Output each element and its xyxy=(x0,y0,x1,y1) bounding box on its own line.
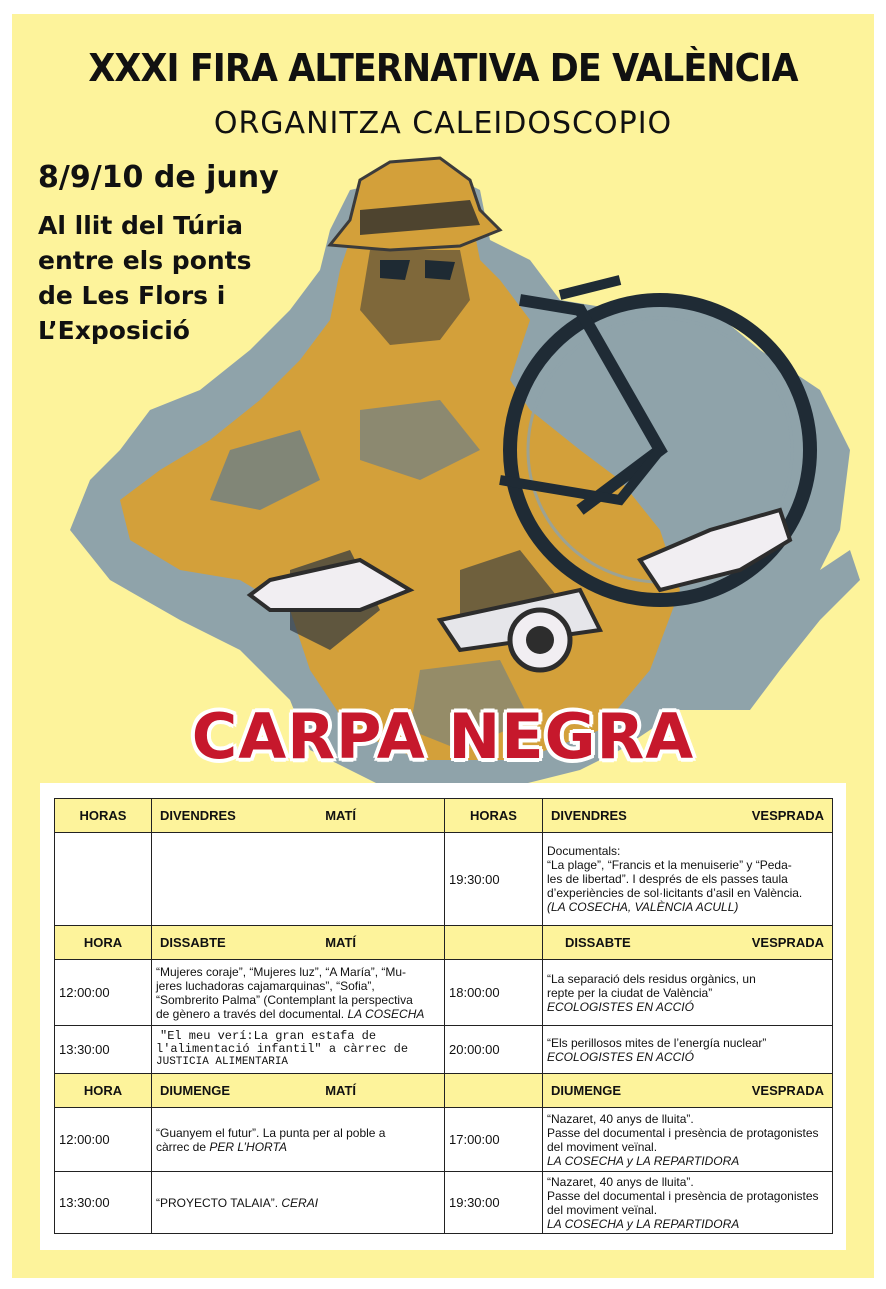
time-cell: 12:00:00 xyxy=(55,960,152,1026)
day-header xyxy=(152,799,445,833)
event-cell xyxy=(543,1172,833,1234)
hours-header: HORA xyxy=(55,1074,152,1108)
schedule-row xyxy=(55,1108,833,1172)
location-line: L’Exposició xyxy=(38,316,190,345)
event-organizer: ECOLOGISTES EN ACCIÓ xyxy=(547,999,694,1014)
location-line: de Les Flors i xyxy=(38,281,226,310)
time-cell xyxy=(55,833,152,926)
event-line: d’experiències de sol·licitants d’asil en València. xyxy=(547,886,803,900)
event-line: “La separació dels residus orgànics, un xyxy=(547,971,756,986)
event-cell xyxy=(543,960,833,1026)
day-label: DIUMENGE xyxy=(160,1083,231,1098)
event-line: “Sombrerito Palma” (Contemplant la perspectiva xyxy=(156,992,413,1007)
venue-banner: CARPA NEGRA xyxy=(191,700,695,773)
event-cell xyxy=(152,1108,445,1172)
location-line: entre els ponts xyxy=(38,246,252,275)
event-line: del moviment veïnal. xyxy=(547,1202,658,1217)
day-label: DISSABTE xyxy=(160,935,226,950)
period-label: MATÍ xyxy=(325,808,356,823)
event-text: càrrec de xyxy=(156,1139,207,1154)
event-line: jeres luchadoras cajamarquinas”, “Sofia”, xyxy=(156,978,375,993)
location-line: Al llit del Túria xyxy=(38,211,243,240)
event-organizer: CERAI xyxy=(281,1195,319,1210)
event-text: de gènero a través del documental. xyxy=(156,1006,345,1021)
saturday-header-row xyxy=(55,926,833,960)
event-cell xyxy=(152,833,445,926)
time-cell: 19:30:00 xyxy=(445,1172,543,1234)
event-line: “La plage”, “Francis et la menuiserie” y “Peda- xyxy=(547,858,792,872)
event-organizer: (LA COSECHA, VALÈNCIA ACULL) xyxy=(547,900,739,914)
period-label: VESPRADA xyxy=(751,1083,824,1098)
sunday-header-row xyxy=(55,1074,833,1108)
event-line: Passe del documental i presència de protagonistes xyxy=(547,1188,819,1203)
event-line xyxy=(156,1140,440,1154)
event-organizer: ECOLOGISTES EN ACCIÓ xyxy=(547,1049,694,1064)
time-cell: 20:00:00 xyxy=(445,1026,543,1074)
event-organizer: LA COSECHA y LA REPARTIDORA xyxy=(547,1216,740,1231)
schedule-panel xyxy=(40,783,846,1250)
organizer-line: ORGANITZA CALEIDOSCOPIO xyxy=(213,106,673,141)
event-line: les de libertad”. I després de els passes taula xyxy=(547,872,788,886)
event-line: repte per la ciudat de València” xyxy=(547,985,713,1000)
day-header xyxy=(543,926,833,960)
event-line: del moviment veïnal. xyxy=(547,1139,658,1154)
schedule-table xyxy=(54,798,833,1234)
event-line: "El meu verí:La gran estafa de xyxy=(160,1029,377,1043)
time-cell: 13:30:00 xyxy=(55,1172,152,1234)
event-cell xyxy=(543,1108,833,1172)
day-header xyxy=(152,926,445,960)
event-cell xyxy=(543,833,833,926)
hours-header: HORA xyxy=(55,926,152,960)
event-line: l'alimentació infantil" a càrrec de xyxy=(156,1042,409,1056)
event-line xyxy=(156,1196,440,1210)
event-line: “Mujeres coraje”, “Mujeres luz”, “A María”, “Mu- xyxy=(156,964,407,979)
event-line: “Els perillosos mites de l’energía nuclear” xyxy=(547,1035,767,1050)
event-organizer: LA COSECHA y LA REPARTIDORA xyxy=(547,1153,740,1168)
hours-header: HORAS xyxy=(445,799,543,833)
event-location xyxy=(38,208,358,348)
event-dates: 8/9/10 de juny xyxy=(38,160,279,195)
schedule-row xyxy=(55,1026,833,1074)
event-cell xyxy=(152,1026,445,1074)
day-header xyxy=(152,1074,445,1108)
schedule-row xyxy=(55,833,833,926)
schedule-row xyxy=(55,960,833,1026)
day-label: DIVENDRES xyxy=(160,808,236,823)
day-header xyxy=(543,1074,833,1108)
event-line xyxy=(156,1007,440,1021)
period-label: MATÍ xyxy=(325,935,356,950)
day-label: DIVENDRES xyxy=(551,808,627,823)
schedule-row xyxy=(55,1172,833,1234)
hours-header: HORAS xyxy=(55,799,152,833)
friday-header-row xyxy=(55,799,833,833)
event-line: JUSTICIA ALIMENTARIA xyxy=(156,1056,289,1068)
event-organizer: LA COSECHA xyxy=(347,1006,425,1021)
event-cell xyxy=(152,960,445,1026)
period-label: VESPRADA xyxy=(751,808,824,823)
event-cell xyxy=(152,1172,445,1234)
event-cell xyxy=(543,1026,833,1074)
hours-header xyxy=(445,1074,543,1108)
time-cell: 19:30:00 xyxy=(445,833,543,926)
event-title: XXXI FIRA ALTERNATIVA DE VALÈNCIA xyxy=(88,46,798,90)
event-line: “Nazaret, 40 anys de lluita”. xyxy=(547,1111,694,1126)
time-cell: 18:00:00 xyxy=(445,960,543,1026)
event-organizer: PER L’HORTA xyxy=(209,1139,287,1154)
event-line: Documentals: xyxy=(547,844,621,858)
day-header xyxy=(543,799,833,833)
time-cell: 12:00:00 xyxy=(55,1108,152,1172)
time-cell: 17:00:00 xyxy=(445,1108,543,1172)
period-label: MATÍ xyxy=(325,1083,356,1098)
hours-header xyxy=(445,926,543,960)
time-cell: 13:30:00 xyxy=(55,1026,152,1074)
day-label: DIUMENGE xyxy=(551,1083,622,1098)
event-line: Passe del documental i presència de protagonistes xyxy=(547,1125,819,1140)
event-text: “PROYECTO TALAIA”. xyxy=(156,1195,279,1210)
event-line: “Nazaret, 40 anys de lluita”. xyxy=(547,1174,694,1189)
day-label: DISSABTE xyxy=(565,935,631,950)
period-label: VESPRADA xyxy=(751,935,824,950)
event-line: “Guanyem el futur”. La punta per al poble a xyxy=(156,1125,386,1140)
